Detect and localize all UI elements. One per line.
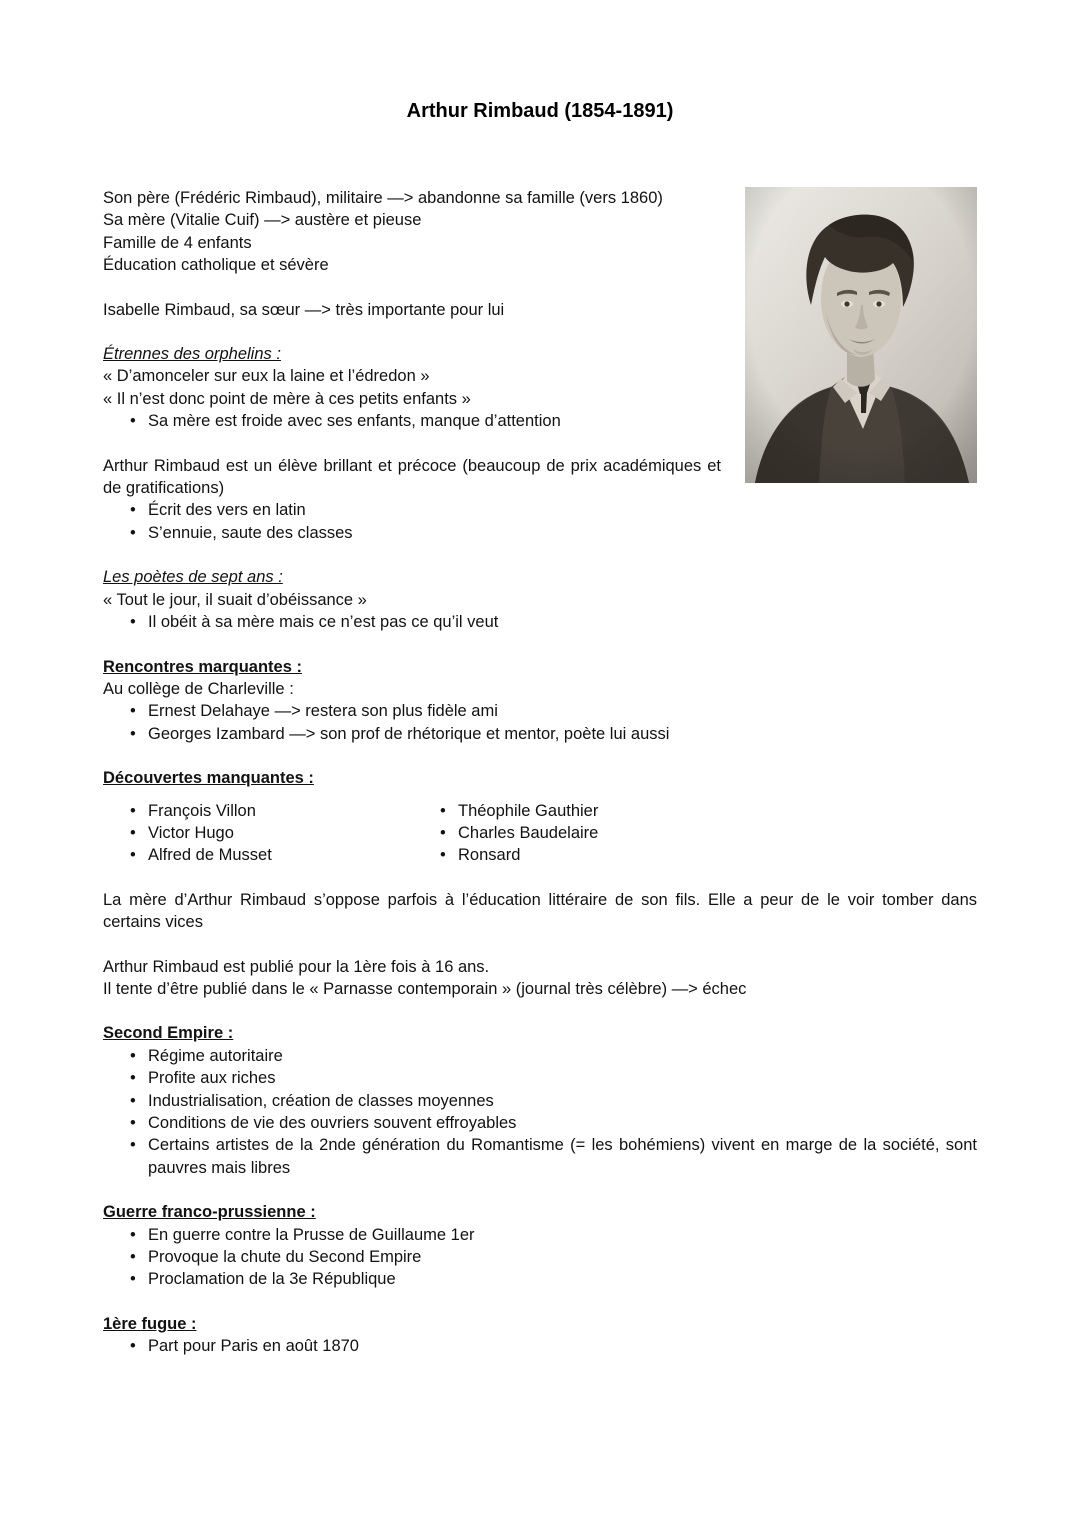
section-publication [103, 956, 977, 1001]
heading-second-empire: Second Empire : [103, 1024, 234, 1043]
heading-rencontres: Rencontres marquantes : [103, 657, 302, 676]
paragraph-children: Famille de 4 enfants [103, 233, 252, 252]
list-item: • Profite aux riches [103, 1067, 977, 1089]
paragraph-publication-2: Il tente d’être publié dans le « Parnasse contemporain » (journal très célèbre) —> échec [103, 979, 747, 998]
list-item: • François Villon [103, 800, 413, 822]
list-item: • Part pour Paris en août 1870 [103, 1335, 977, 1357]
section-rencontres [103, 656, 977, 746]
portrait-image [745, 187, 977, 483]
quote-line: « D’amonceler sur eux la laine et l’édredon » [103, 367, 430, 386]
list-item: • Ernest Delahaye —> restera son plus fidèle ami [103, 700, 977, 722]
list-item: • S’ennuie, saute des classes [103, 522, 977, 544]
list-item: • Théophile Gauthier [413, 800, 977, 822]
section-guerre [103, 1201, 977, 1291]
list-item: • Provoque la chute du Second Empire [103, 1246, 977, 1268]
section-mother-opposition [103, 889, 977, 934]
list-item: • En guerre contre la Prusse de Guillaume 1er [103, 1224, 977, 1246]
heading-etrennes: Étrennes des orphelins : [103, 345, 281, 364]
paragraph-sister: Isabelle Rimbaud, sa sœur —> très importante pour lui [103, 300, 505, 319]
paragraph-father: Son père (Frédéric Rimbaud), militaire —> abandonne sa famille (vers 1860) [103, 189, 663, 207]
heading-poetes: Les poètes de sept ans : [103, 568, 283, 587]
list-item: • Écrit des vers en latin [103, 499, 977, 521]
list-item: • Charles Baudelaire [413, 822, 977, 844]
paragraph-student: Arthur Rimbaud est un élève brillant et précoce (beaucoup de prix académiques et de gratifications) [103, 456, 721, 498]
list-item: • Georges Izambard —> son prof de rhétorique et mentor, poète lui aussi [103, 723, 977, 745]
list-item: • Proclamation de la 3e République [103, 1268, 977, 1290]
list-item: • Il obéit à sa mère mais ce n’est pas ce qu’il veut [103, 611, 977, 633]
paragraph-education: Éducation catholique et sévère [103, 256, 329, 275]
list-item: • Régime autoritaire [103, 1045, 977, 1067]
list-item: • Ronsard [413, 844, 977, 866]
list-item: • Conditions de vie des ouvriers souvent effroyables [103, 1112, 977, 1134]
quote-line: « Tout le jour, il suait d’obéissance » [103, 590, 367, 609]
section-decouvertes [103, 767, 977, 867]
paragraph-mother-opposition: La mère d’Arthur Rimbaud s’oppose parfois à l’éducation littéraire de son fils. Elle a peur de le voir tomber dans certains vices [103, 890, 977, 932]
heading-decouvertes: Découvertes manquantes : [103, 769, 314, 788]
document-content [103, 187, 977, 1358]
list-item: • Sa mère est froide avec ses enfants, manque d’attention [103, 410, 977, 432]
paragraph-mother: Sa mère (Vitalie Cuif) —> austère et pieuse [103, 211, 422, 230]
section-fugue [103, 1313, 977, 1358]
discoveries-columns [103, 800, 977, 867]
discoveries-column-1 [103, 800, 413, 867]
paragraph-college: Au collège de Charleville : [103, 679, 294, 698]
heading-fugue: 1ère fugue : [103, 1314, 197, 1333]
quote-line: « Il n’est donc point de mère à ces petits enfants » [103, 389, 471, 408]
discoveries-column-2 [413, 800, 977, 867]
section-poetes [103, 566, 977, 633]
list-item: • Certains artistes de la 2nde génération du Romantisme (= les bohémiens) vivent en marge de la société, sont pauvres mais libres [103, 1134, 977, 1179]
paragraph-publication-1: Arthur Rimbaud est publié pour la 1ère fois à 16 ans. [103, 957, 490, 976]
list-item: • Victor Hugo [103, 822, 413, 844]
list-item: • Alfred de Musset [103, 844, 413, 866]
list-item: • Industrialisation, création de classes moyennes [103, 1090, 977, 1112]
section-second-empire [103, 1022, 977, 1179]
page-title: Arthur Rimbaud (1854-1891) [406, 100, 674, 122]
heading-guerre: Guerre franco-prussienne : [103, 1203, 316, 1222]
rimbaud-portrait-photo [745, 187, 977, 483]
